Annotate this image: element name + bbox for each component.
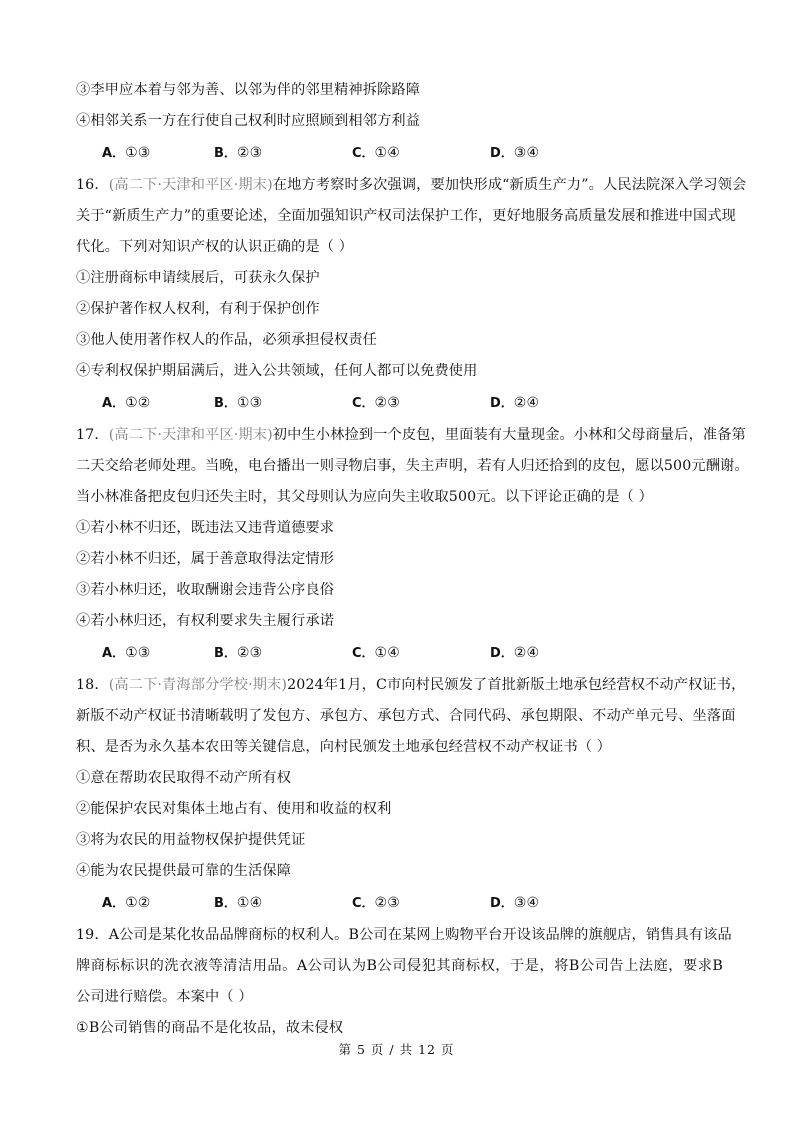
statement-line: ①B公司销售的商品不是化妆品，故未侵权 (76, 1020, 344, 1036)
statement-line: ①意在帮助农民取得不动产所有权 (76, 770, 292, 786)
statement-line: ③他人使用著作权人的作品，必须承担侵权责任 (76, 332, 378, 348)
statement-line: ③若小林归还，收取酬谢会违背公序良俗 (76, 582, 335, 598)
option-c: C．①④ (352, 645, 400, 661)
statement-line: ③将为农民的用益物权保护提供凭证 (76, 832, 306, 848)
option-b: B．①④ (214, 895, 263, 911)
statement-line: ①注册商标申请续展后，可获永久保护 (76, 270, 320, 286)
statement-line: ②若小林不归还，属于善意取得法定情形 (76, 551, 335, 567)
question-stem-line: 公司进行赔偿。本案中（ ） (76, 989, 253, 1005)
option-d: D．③④ (490, 145, 540, 161)
option-b: B．②③ (214, 645, 263, 661)
option-a: A．①③ (102, 145, 151, 161)
statement-line: ③李甲应本着与邻为善、以邻为伴的邻里精神拆除路障 (76, 82, 421, 98)
options-row (102, 893, 702, 913)
option-b: B．①③ (214, 395, 263, 411)
option-b: B．②③ (214, 145, 263, 161)
option-c: C．②③ (352, 895, 400, 911)
question-stem-line: 二天交给老师处理。当晚，电台播出一则寻物启事，失主声明，若有人归还拾到的皮包，愿以500元酬谢。 (76, 458, 749, 474)
question-stem-line: 积、是否为永久基本农田等关键信息，向村民颁发土地承包经营权不动产权证书（ ） (76, 739, 612, 755)
option-a: A．①② (102, 395, 151, 411)
statement-line: ①若小林不归还，既违法又违背道德要求 (76, 520, 335, 536)
option-d: D．②④ (490, 395, 540, 411)
option-a: A．①② (102, 895, 151, 911)
options-row (102, 643, 702, 663)
option-c: C．①④ (352, 145, 400, 161)
question-stem-line: 当小林准备把皮包归还失主时，其父母则认为应向失主收取500元。以下评论正确的是（ ） (76, 489, 654, 505)
statement-line: ②能保护农民对集体土地占有、使用和收益的权利 (76, 801, 392, 817)
option-c: C．②③ (352, 395, 400, 411)
question-source: (高二下·天津和平区·期末) (108, 177, 273, 193)
question-source: (高二下·天津和平区·期末) (108, 427, 273, 443)
page-footer: 第 5 页 / 共 12 页 (338, 1042, 455, 1057)
question-17-stem: 17．(高二下·天津和平区·期末)初中生小林捡到一个皮包，里面装有大量现金。小林和父母商量后，准备第 (76, 427, 746, 443)
statement-line: ②保护著作权人权利，有利于保护创作 (76, 301, 320, 317)
question-stem-line: 牌商标标识的洗衣液等清洁用品。A公司认为B公司侵犯其商标权，于是，将B公司告上法庭，要求B (76, 958, 723, 974)
option-d: D．②④ (490, 645, 540, 661)
option-d: D．③④ (490, 895, 540, 911)
question-stem-line: 新版不动产权证书清晰载明了发包方、承包方、承包方式、合同代码、承包期限、不动产单元号、坐落面 (76, 708, 736, 724)
options-row (102, 143, 702, 163)
question-16-stem: 16．(高二下·天津和平区·期末)在地方考察时多次强调，要加快形成“新质生产力”。人民法院深入学习领会 (76, 177, 747, 193)
question-stem-line: 关于“新质生产力”的重要论述，全面加强知识产权司法保护工作，更好地服务高质量发展和推进中国式现 (76, 208, 736, 224)
statement-line: ④若小林归还，有权利要求失主履行承诺 (76, 613, 335, 629)
question-source: (高二下·青海部分学校·期末) (108, 677, 288, 693)
question-18-stem: 18．(高二下·青海部分学校·期末)2024年1月，C市向村民颁发了首批新版土地承包经营权不动产权证书， (76, 677, 746, 693)
question-19-stem: 19．A公司是某化妆品品牌商标的权利人。B公司在某网上购物平台开设该品牌的旗舰店，销售具有该品 (76, 927, 732, 943)
statement-line: ④专利权保护期届满后，进入公共领域，任何人都可以免费使用 (76, 363, 478, 379)
options-row (102, 393, 702, 413)
question-stem-line: 代化。下列对知识产权的认识正确的是（ ） (76, 239, 354, 255)
option-a: A．①③ (102, 645, 151, 661)
statement-line: ④能为农民提供最可靠的生活保障 (76, 863, 292, 879)
statement-line: ④相邻关系一方在行使自己权利时应照顾到相邻方利益 (76, 113, 421, 129)
